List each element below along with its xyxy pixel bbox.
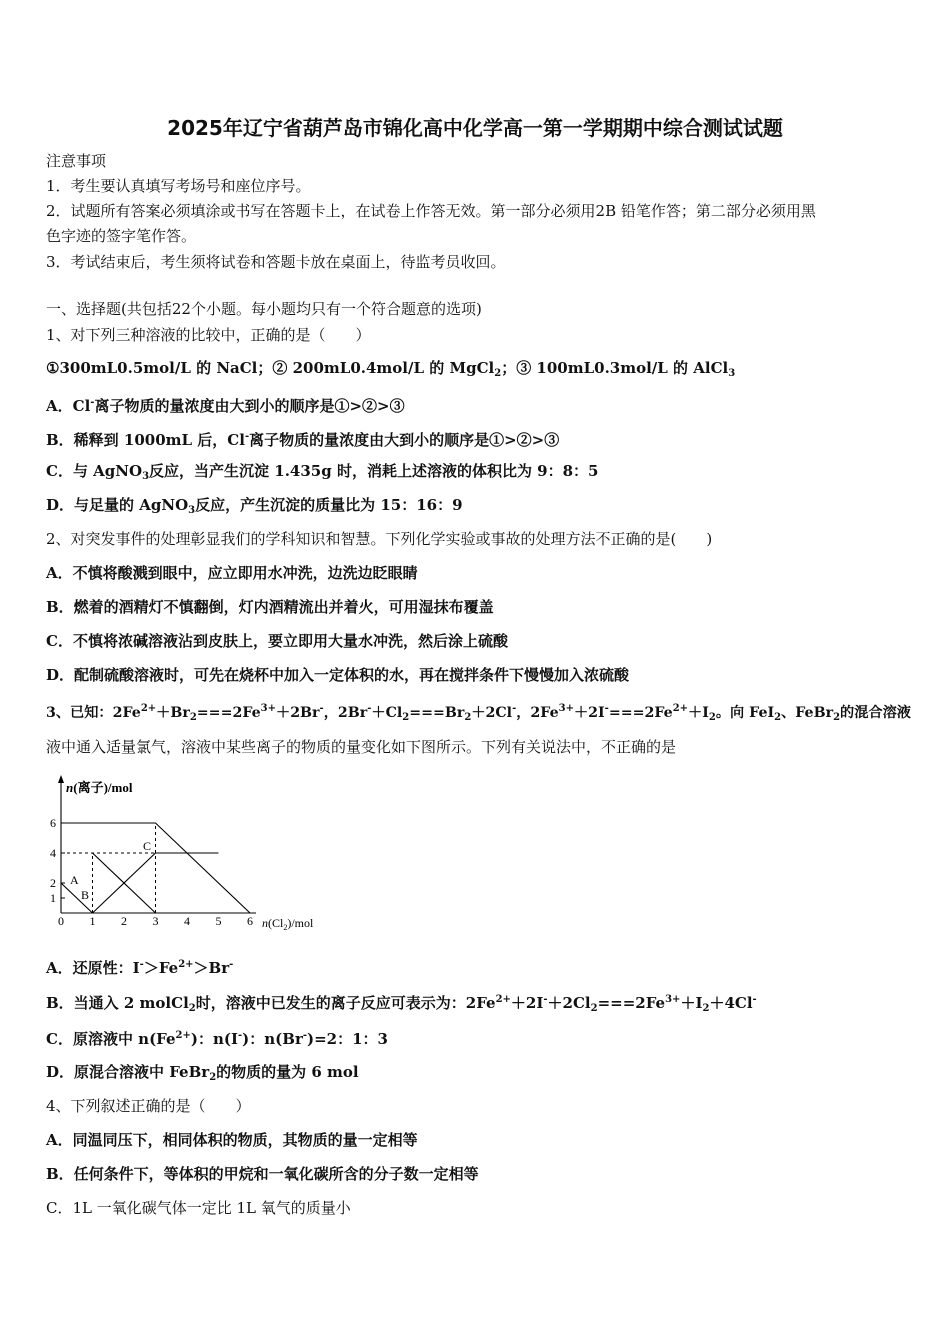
- question-1-option-d: [46, 495, 463, 521]
- y-tick-label: 1: [50, 891, 56, 905]
- notice-item: 3．考试结束后，考生须将试卷和答题卡放在桌面上，待监考员收回。: [46, 253, 506, 271]
- text-run: ＋2I: [573, 705, 605, 721]
- notice-item: 色字迹的签字笔作答。: [46, 227, 197, 245]
- subscript: 2: [189, 712, 197, 723]
- text-run: 离子物质的量浓度由大到小的顺序是①>②>③: [249, 431, 560, 449]
- subscript: 2: [708, 712, 716, 723]
- question-2-option-c: C．不慎将浓碱溶液沾到皮肤上，要立即用大量水冲洗，然后涂上硫酸: [46, 632, 508, 650]
- superscript: -: [244, 431, 250, 442]
- section-heading: 一、选择题(共包括22个小题。每小题均只有一个符合题意的选项): [46, 300, 482, 318]
- x-tick-label: 0: [58, 914, 64, 928]
- superscript: -: [90, 397, 95, 408]
- text-run: C．与 AgNO: [46, 462, 143, 480]
- x-tick-label: 6: [247, 914, 253, 928]
- subscript: 2: [464, 712, 472, 723]
- page-title: 2025年辽宁省葫芦岛市锦化高中化学高一第一学期期中综合测试试题: [167, 116, 783, 140]
- text-run: ①300mL0.5mol/L 的 NaCl；② 200mL0.4mol/L 的 MgCl: [46, 359, 495, 377]
- subscript: 3: [142, 471, 150, 482]
- x-axis-label-rest: (Cl: [268, 916, 284, 930]
- question-3-option-a: [46, 955, 233, 978]
- text-run: ＋4Cl: [709, 994, 753, 1012]
- superscript: -: [604, 703, 609, 714]
- question-4-stem: 4、下列叙述正确的是（ ）: [46, 1097, 251, 1115]
- text-run: ===2Fe: [597, 994, 666, 1012]
- text-run: ===2Fe: [196, 705, 261, 721]
- question-2-option-a: A．不慎将酸溅到眼中，应立即用水冲洗，边洗边眨眼睛: [46, 564, 418, 582]
- superscript: -: [319, 703, 324, 714]
- text-run: 3、已知：2Fe: [46, 705, 141, 721]
- x-tick-label: 4: [184, 914, 190, 928]
- y-tick-label: 2: [50, 876, 56, 890]
- notice-item: 2．试题所有答案必须填涂或书写在答题卡上，在试卷上作答无效。第一部分必须用2B 铅笔作答；第二部分必须用黑: [46, 202, 816, 220]
- question-3-option-b: [46, 990, 757, 1019]
- text-run: ；③ 100mL0.3mol/L 的 AlCl: [501, 359, 729, 377]
- superscript: 2+: [178, 959, 194, 970]
- question-1-option-b: [46, 427, 559, 450]
- text-run: ＋Br: [156, 705, 190, 721]
- x-tick-label: 1: [89, 914, 96, 928]
- question-2-option-b: B．燃着的酒精灯不慎翻倒，灯内酒精流出并着火，可用湿抹布覆盖: [46, 598, 494, 616]
- text-run: 反应，产生沉淀的质量比为 15：16：9: [195, 496, 463, 514]
- subscript: 2: [774, 712, 782, 723]
- text-run: ，2Br: [323, 705, 368, 721]
- superscript: 3+: [558, 703, 574, 714]
- y-axis-arrow: [58, 775, 64, 783]
- x-axis-label-n: n: [262, 916, 268, 930]
- question-1-stem: 1、对下列三种溶液的比较中，正确的是（ ）: [46, 326, 371, 344]
- series-label-c: C: [143, 839, 152, 853]
- text-run: ＞Br: [193, 959, 230, 977]
- text-run: 的混合溶液: [840, 705, 911, 721]
- text-run: 、FeBr: [781, 705, 834, 721]
- text-run: 。向 FeI: [715, 705, 775, 721]
- question-3-stem: [46, 699, 911, 728]
- superscript: -: [139, 959, 144, 970]
- superscript: -: [752, 994, 757, 1005]
- text-run: ===2Fe: [608, 705, 673, 721]
- question-4-option-a: A．同温同压下，相同体积的物质，其物质的量一定相等: [46, 1131, 418, 1149]
- question-2-option-d: D．配制硫酸溶液时，可先在烧杯中加入一定体积的水，再在搅拌条件下慢慢加入浓硫酸: [46, 666, 630, 684]
- text-run: ＋2I: [510, 994, 544, 1012]
- text-run: 反应，当产生沉淀 1.435g 时，消耗上述溶液的体积比为 9：8：5: [149, 462, 599, 480]
- superscript: -: [238, 1030, 243, 1041]
- question-2-stem: 2、对突发事件的处理彰显我们的学科知识和智慧。下列化学实验或事故的处理方法不正确的是( ): [46, 530, 713, 548]
- text-run: ＋I: [688, 705, 709, 721]
- text-run: 离子物质的量浓度由大到小的顺序是①>②>③: [94, 397, 405, 415]
- y-axis-label-n: n: [66, 780, 74, 795]
- text-run: C．原溶液中 n(Fe: [46, 1030, 176, 1048]
- subscript: 2: [590, 1003, 598, 1014]
- superscript: 2+: [495, 994, 511, 1005]
- text-run: A．还原性：I: [46, 959, 140, 977]
- superscript: -: [512, 703, 517, 714]
- x-axis-label-end: )/mol: [287, 916, 314, 930]
- question-4-option-c: C．1L 一氧化碳气体一定比 1L 氧气的质量小: [46, 1199, 351, 1217]
- subscript: 2: [702, 1003, 710, 1014]
- question-4-option-b: B．任何条件下，等体积的甲烷和一氧化碳所含的分子数一定相等: [46, 1165, 479, 1183]
- text-run: ===Br: [409, 705, 465, 721]
- superscript: 3+: [665, 994, 681, 1005]
- series-label-a: A: [70, 873, 79, 887]
- subscript: 2: [833, 712, 841, 723]
- text-run: D．原混合溶液中 FeBr: [46, 1063, 210, 1081]
- x-tick-label: 5: [215, 914, 222, 928]
- superscript: 2+: [672, 703, 689, 714]
- text-run: ＋Cl: [371, 705, 403, 721]
- subscript: 2: [209, 1072, 217, 1083]
- superscript: -: [367, 703, 372, 714]
- y-axis-label-rest: (离子)/mol: [73, 780, 133, 795]
- x-axis-label: [262, 916, 314, 932]
- notice-item: 1．考生要认真填写考场号和座位序号。: [46, 177, 311, 195]
- x-tick-label: 3: [152, 914, 159, 928]
- y-axis-label: [66, 780, 133, 795]
- y-tick-label: 4: [50, 846, 56, 860]
- text-run: B．稀释到 1000mL 后，Cl: [46, 431, 245, 449]
- text-run: B．当通入 2 molCl: [46, 994, 189, 1012]
- text-run: )：n(I: [190, 1030, 239, 1048]
- superscript: 2+: [175, 1030, 191, 1041]
- superscript: 2+: [140, 703, 157, 714]
- x-tick-label: 2: [121, 914, 127, 928]
- question-3-stem-continued: 液中通入适量氯气，溶液中某些离子的物质的量变化如下图所示。下列有关说法中，不正确的是: [46, 738, 677, 756]
- text-run: ＋2Cl: [471, 705, 513, 721]
- question-1-option-c: [46, 461, 599, 487]
- subscript: 3: [188, 505, 196, 516]
- question-3-option-d: [46, 1062, 359, 1088]
- text-run: A．Cl: [46, 397, 91, 415]
- text-run: )：n(Br: [242, 1030, 303, 1048]
- superscript: -: [543, 994, 548, 1005]
- subscript: 3: [728, 368, 736, 379]
- text-run: ＋2Cl: [547, 994, 591, 1012]
- subscript: 2: [188, 1003, 196, 1014]
- superscript: 3+: [260, 703, 276, 714]
- text-run: )=2：1：3: [307, 1030, 388, 1048]
- notice-heading: 注意事项: [46, 152, 107, 170]
- question-1-option-a: [46, 393, 405, 416]
- question-1-solutions: [46, 358, 735, 384]
- text-run: ，2Fe: [516, 705, 559, 721]
- text-run: ＞Fe: [143, 959, 179, 977]
- superscript: -: [229, 959, 234, 970]
- y-tick-label: 6: [50, 816, 56, 830]
- text-run: 的物质的量为 6 mol: [216, 1063, 359, 1081]
- superscript: -: [302, 1030, 308, 1041]
- series-label-b: B: [81, 888, 90, 902]
- text-run: ＋2Br: [276, 705, 320, 721]
- text-run: 时，溶液中已发生的离子反应可表示为：2Fe: [195, 994, 496, 1012]
- tick-labels: [50, 816, 253, 928]
- text-run: ＋I: [680, 994, 703, 1012]
- subscript: 2: [494, 368, 502, 379]
- text-run: D．与足量的 AgNO: [46, 496, 189, 514]
- ion-amount-chart: [44, 770, 344, 935]
- subscript: 2: [402, 712, 410, 723]
- x-axis-label-sub: 2: [283, 923, 288, 932]
- question-3-option-c: [46, 1026, 388, 1049]
